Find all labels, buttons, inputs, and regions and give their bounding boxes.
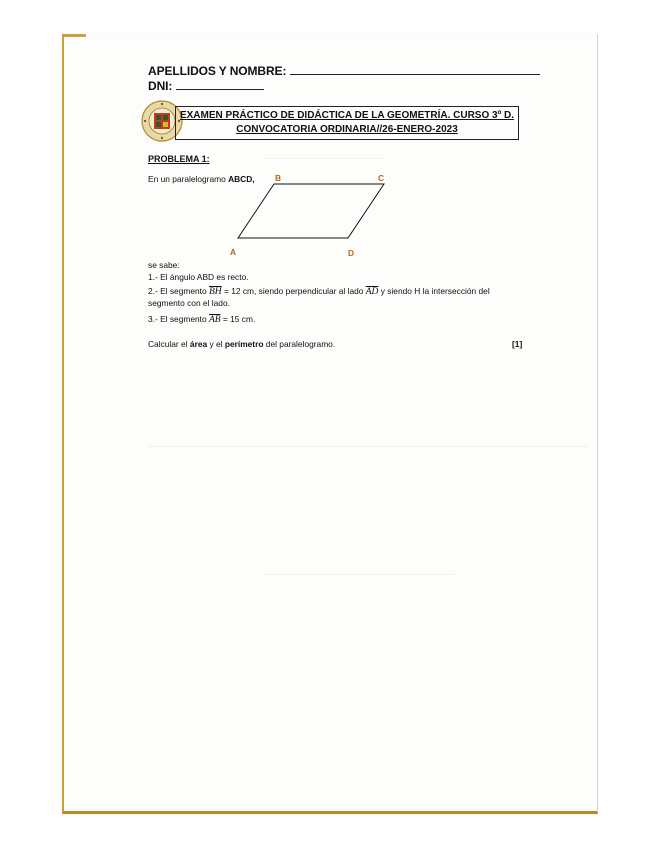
task-prefix: Calcular el <box>148 339 190 349</box>
intro-text: En un paralelogramo <box>148 174 229 184</box>
show-through-mark: ————————————————— <box>264 155 383 162</box>
exam-sheet <box>62 34 598 814</box>
task-statement <box>148 339 335 350</box>
item2-mid: = 12 cm, siendo perpendicular al lado <box>221 286 366 296</box>
segment-ad: $\overline{AD}$ <box>365 287 379 297</box>
segment-ab: $\overline{AB}$ <box>208 315 221 325</box>
vertex-label-c: C <box>378 173 385 183</box>
exam-title-line2: CONVOCATORIA ORDINARIA//26-ENERO-2023 <box>236 124 458 135</box>
vertex-label-a: A <box>230 247 237 257</box>
show-through-line <box>148 446 588 447</box>
task-perimeter: perímetro <box>224 339 264 349</box>
given-item-1: 1.- El ángulo ABD es recto. <box>148 272 249 282</box>
task-mid: y el <box>207 339 225 349</box>
dni-label: DNI: <box>148 79 173 93</box>
task-area: área <box>189 339 208 349</box>
given-label: se sabe: <box>148 260 180 270</box>
given-item-2 <box>148 286 588 308</box>
exam-title-box <box>175 106 519 140</box>
name-field-row <box>148 64 540 78</box>
item3-prefix: 3.- El segmento <box>148 314 209 324</box>
parallelogram-figure <box>224 170 394 266</box>
problem-heading: PROBLEMA 1: <box>148 154 210 164</box>
dni-blank-line <box>176 89 264 90</box>
item2-continuation: segmento con el lado. <box>148 297 230 308</box>
task-suffix: del paralelogramo. <box>263 339 336 349</box>
item2-prefix: 2.- El segmento <box>148 286 209 296</box>
problem-heading-text: PROBLEMA 1 <box>148 154 207 164</box>
name-label: APELLIDOS Y NOMBRE: <box>148 64 287 78</box>
show-through-line <box>264 574 454 575</box>
item3-suffix: = 15 cm. <box>220 314 256 324</box>
vertex-label-d: D <box>348 248 355 258</box>
segment-bh: $\overline{BH}$ <box>208 287 222 297</box>
name-blank-line <box>290 74 540 75</box>
problem-score: [1] <box>512 339 523 349</box>
vertex-label-b: B <box>275 173 282 183</box>
exam-title-line1: EXAMEN PRÁCTICO DE DIDÁCTICA DE LA GEOMETRÍA. CURSO 3º D. <box>179 110 515 121</box>
intro-shape-name: ABCD, <box>228 174 255 184</box>
dni-field-row <box>148 79 264 93</box>
given-item-3 <box>148 314 255 326</box>
item2-suffix: y siendo H la intersección del <box>378 286 490 296</box>
